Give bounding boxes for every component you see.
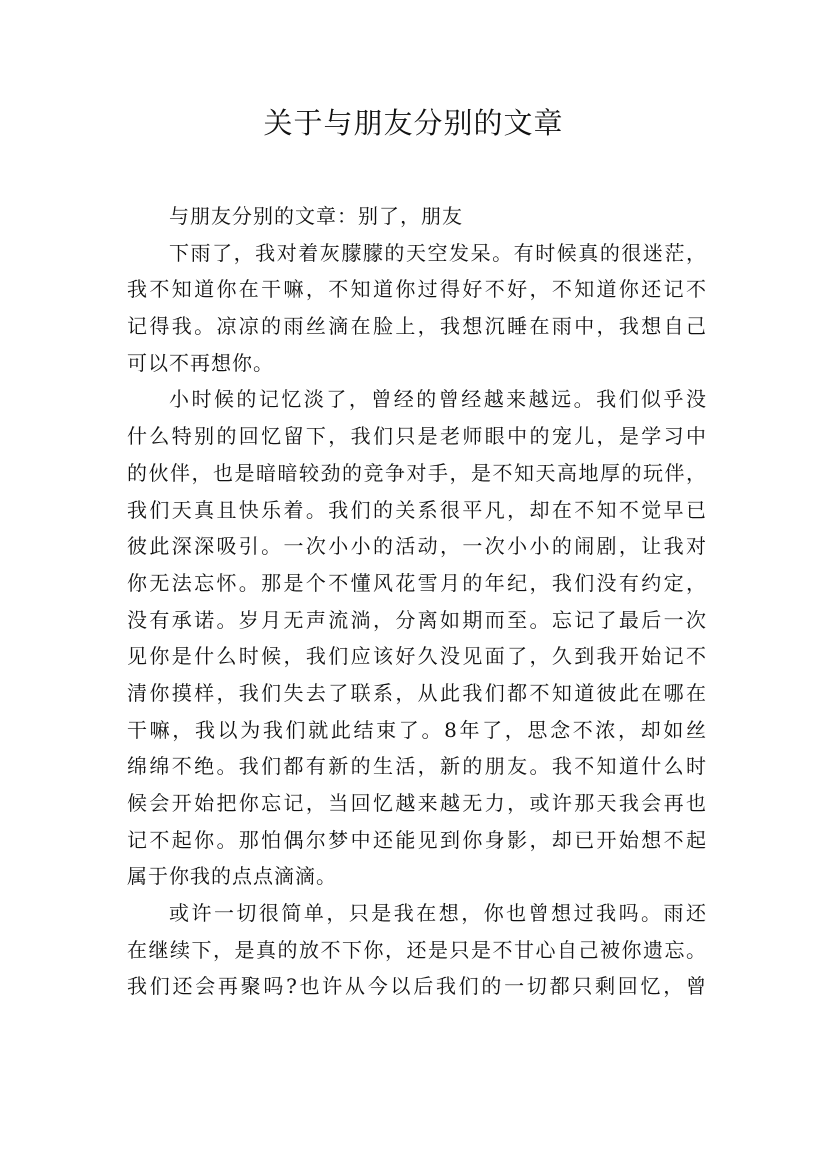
document-body [127,198,707,1005]
paragraph-line: 候会开始把你忘记，当回忆越来越无力，或许那天我会再也 [127,791,707,815]
paragraph-line: 我们还会再聚吗?也许从今以后我们的一切都只剩回忆，曾 [127,974,707,999]
paragraph-line: 在继续下，是真的放不下你，还是只是不甘心自己被你遗忘。 [127,937,707,962]
paragraph-line: 我不知道你在干嘛，不知道你过得好不好，不知道你还记不 [127,277,707,302]
subtitle-line: 与朋友分别的文章：别了，朋友 [169,204,463,228]
paragraph-line: 彼此深深吸引。一次小小的活动，一次小小的闹剧，让我对 [127,534,707,559]
paragraph-line: 没有承诺。岁月无声流淌，分离如期而至。忘记了最后一次 [127,607,707,632]
paragraph-line: 清你摸样，我们失去了联系，从此我们都不知道彼此在哪在 [127,680,707,705]
paragraph-line: 属于你我的点点滴滴。 [127,864,337,889]
paragraph-line: 下雨了，我对着灰朦朦的天空发呆。有时候真的很迷茫， [169,240,707,265]
paragraph-line: 记不起你。那怕偶尔梦中还能见到你身影，却已开始想不起 [127,827,707,852]
paragraph-line: 记得我。凉凉的雨丝滴在脸上，我想沉睡在雨中，我想自己 [127,314,707,339]
paragraph-line: 小时候的记忆淡了，曾经的曾经越来越远。我们似乎没 [169,387,707,412]
paragraph-line: 什么特别的回忆留下，我们只是老师眼中的宠儿，是学习中 [127,424,707,449]
paragraph-line: 我们天真且快乐着。我们的关系很平凡，却在不知不觉早已 [127,497,707,522]
paragraph-line: 可以不再想你。 [127,350,274,375]
paragraph-line: 或许一切很简单，只是我在想，你也曾想过我吗。雨还 [169,901,707,926]
paragraph-line: 你无法忘怀。那是个不懂风花雪月的年纪，我们没有约定， [127,570,707,595]
paragraph-line: 绵绵不绝。我们都有新的生活，新的朋友。我不知道什么时 [127,754,707,779]
paragraph-line: 干嘛，我以为我们就此结束了。8年了，思念不浓，却如丝 [127,717,707,742]
paragraph-line: 见你是什么时候，我们应该好久没见面了，久到我开始记不 [127,644,707,669]
paragraph-line: 的伙伴，也是暗暗较劲的竞争对手，是不知天高地厚的玩伴， [127,460,707,485]
document-title: 关于与朋友分别的文章 [263,106,564,140]
